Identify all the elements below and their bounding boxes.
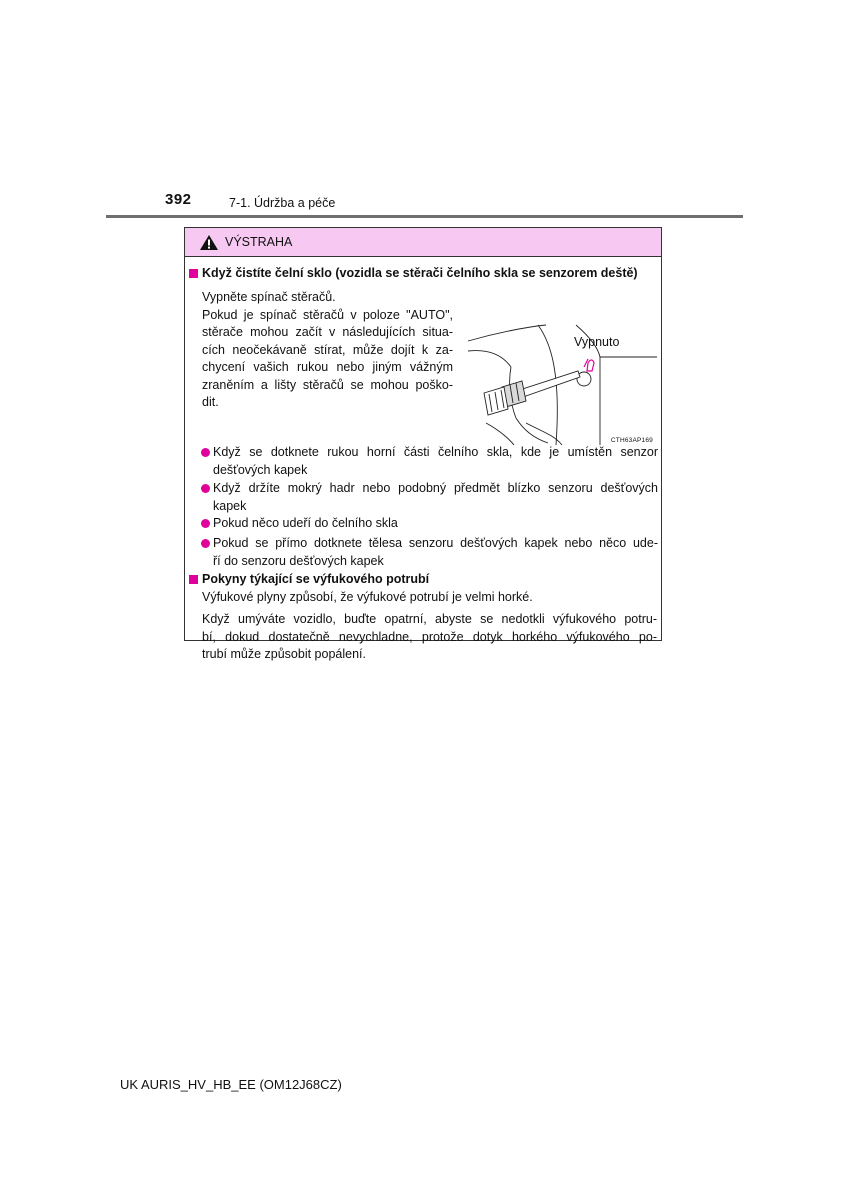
text-line: bí, dokud dostatečně nevychladne, protože dotyk horkého výfukového po-	[202, 629, 657, 644]
text-line: ří do senzoru dešťových kapek	[213, 553, 384, 568]
text-line: chycení vašich rukou nebo jiným vážným	[202, 360, 453, 374]
text-line: Vypněte spínač stěračů.	[202, 290, 336, 304]
text-line: Pokud je spínač stěračů v poloze "AUTO",	[202, 307, 453, 322]
text-line: trubí může způsobit popálení.	[202, 647, 366, 661]
exhaust-paragraph-1	[202, 589, 657, 607]
section-title: 7-1. Údržba a péče	[229, 196, 336, 210]
list-item	[201, 480, 658, 515]
text-line: Když umýváte vozidlo, buďte opatrní, abyste se nedotkli výfukového potru-	[202, 612, 657, 626]
bullet-dot-icon	[201, 519, 210, 528]
list-item	[201, 535, 658, 570]
illustration-label-off: Vypnuto	[574, 335, 620, 349]
list-item	[201, 444, 658, 479]
section-heading-windshield	[189, 266, 638, 280]
heading-text: Pokyny týkající se výfukového potrubí	[202, 572, 430, 586]
page-number: 392	[165, 191, 192, 208]
text-line: dešťových kapek	[213, 462, 308, 477]
bullet-dot-icon	[201, 484, 210, 493]
text-line: dit.	[202, 395, 219, 409]
footer-model: UK AURIS_HV_HB_EE (OM12J68CZ)	[120, 1077, 342, 1092]
intro-paragraph	[202, 289, 453, 412]
text-line: Výfukové plyny způsobí, že výfukové potrubí je velmi horké.	[202, 590, 533, 604]
text-line: kapek	[213, 498, 247, 513]
heading-text: Když čistíte čelní sklo (vozidla se stěrači čelního skla se senzorem deště)	[202, 266, 638, 280]
text-line: stěrače mohou začít v následujících situa-	[202, 325, 453, 339]
warning-box	[184, 227, 662, 661]
illustration-code: CTH63AP169	[610, 437, 653, 444]
list-item	[201, 515, 658, 533]
wiper-lever-drawing	[466, 323, 657, 446]
warning-header	[185, 228, 661, 257]
text-line: Když se dotknete rukou horní části čelního skla, kde je umístěn senzor	[213, 445, 658, 459]
bullet-dot-icon	[201, 448, 210, 457]
wiper-switch-illustration	[466, 323, 657, 446]
exhaust-paragraph-2	[202, 611, 657, 664]
section-heading-exhaust	[189, 572, 429, 586]
square-bullet-icon	[189, 575, 198, 584]
text-line: Když držíte mokrý hadr nebo podobný předmět blízko senzoru dešťových	[213, 481, 658, 495]
square-bullet-icon	[189, 269, 198, 278]
warning-triangle-icon	[199, 234, 219, 251]
header-rule	[106, 215, 743, 218]
text-line: Pokud se přímo dotknete tělesa senzoru dešťových kapek nebo něco ude-	[213, 536, 658, 550]
text-line: cích neočekávaně stírat, může dojít k za-	[202, 342, 453, 357]
text-line: zraněním a lišty stěračů se mohou poško-	[202, 377, 453, 392]
bullet-dot-icon	[201, 539, 210, 548]
text-line: Pokud něco udeří do čelního skla	[213, 516, 398, 530]
warning-title: VÝSTRAHA	[225, 235, 293, 249]
